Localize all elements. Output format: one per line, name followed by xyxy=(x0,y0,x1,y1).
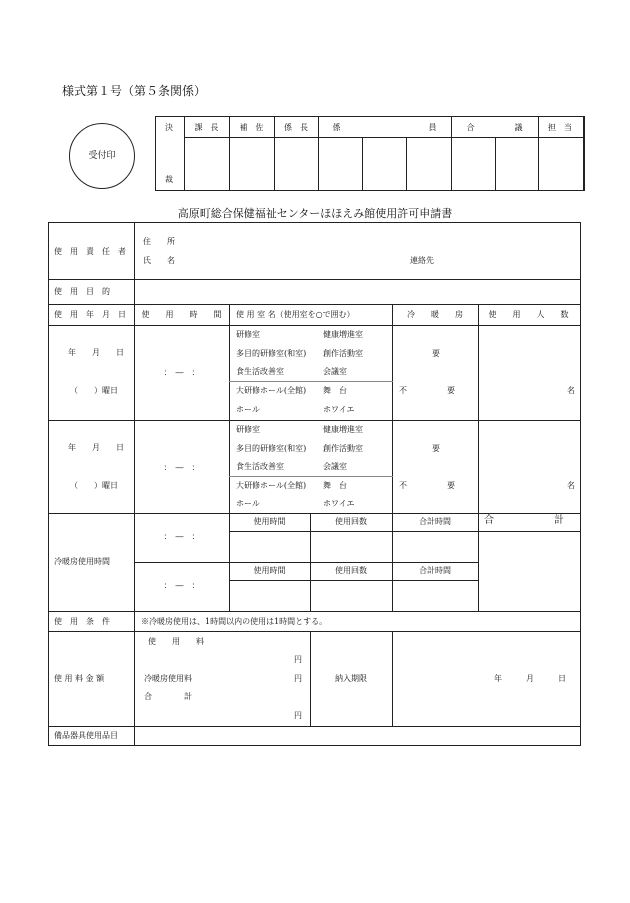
aircon-row2-header-total: 合計時間 xyxy=(419,566,451,575)
aircon-row1-time-range: ： ― ： xyxy=(163,532,200,541)
block1-weekday: （ ）曜日 xyxy=(70,386,118,395)
label-contact: 連絡先 xyxy=(410,256,434,265)
aircon-grand-total-label: 合 計 xyxy=(484,515,564,526)
block1-room-health[interactable]: 健康増進室 xyxy=(323,330,363,339)
block2-room-hall[interactable]: ホール xyxy=(236,499,260,508)
block1-room-hall[interactable]: ホール xyxy=(236,405,260,414)
fee-usage-yen: 円 xyxy=(294,655,302,664)
block1-aircon-not-needed[interactable]: 不 要 xyxy=(399,386,455,395)
block1-room-meeting[interactable]: 会議室 xyxy=(323,367,347,376)
approval-header-subsection-chief: 係 長 xyxy=(284,123,308,132)
reception-stamp-label: 受付印 xyxy=(88,151,116,161)
block1-room-diet[interactable]: 食生活改善室 xyxy=(236,367,284,376)
block2-room-stage[interactable]: 舞 台 xyxy=(323,481,347,490)
block1-aircon-needed[interactable]: 要 xyxy=(432,349,440,358)
approval-header-assistant: 補 佐 xyxy=(239,123,264,132)
block1-room-training[interactable]: 研修室 xyxy=(236,330,260,339)
label-time: 使 用 時 間 xyxy=(141,310,222,319)
block2-room-multipurpose[interactable]: 多目的研修室(和室) xyxy=(236,444,307,453)
label-name: 氏 名 xyxy=(143,256,175,265)
fee-deadline-label: 納入期限 xyxy=(335,674,367,683)
application-form xyxy=(48,222,581,746)
fee-aircon-label: 冷暖房使用料 xyxy=(144,674,192,683)
label-purpose: 使 用 目 的 xyxy=(54,287,110,296)
label-date: 使 用 年 月 日 xyxy=(54,310,126,319)
block2-weekday: （ ）曜日 xyxy=(70,481,118,490)
approval-header-section-chief: 課 長 xyxy=(194,123,219,132)
page-title: 高原町総合保健福祉センターほほえみ館使用許可申請書 xyxy=(177,207,453,220)
aircon-row1-header-time: 使用時間 xyxy=(253,517,286,526)
label-aircon: 冷 暖 房 xyxy=(407,310,463,319)
block2-room-creative[interactable]: 創作活動室 xyxy=(323,444,363,453)
approval-header-staff: 係 員 xyxy=(332,123,437,132)
label-room: 使 用 室 名（使用室を○で囲む） xyxy=(236,310,355,319)
aircon-row2-time-range: ： ― ： xyxy=(163,581,200,590)
label-conditions: 使 用 条 件 xyxy=(54,617,110,626)
block2-aircon-needed[interactable]: 要 xyxy=(432,444,440,453)
label-responsible: 使 用 責 任 者 xyxy=(54,247,126,256)
fee-aircon-yen: 円 xyxy=(294,674,302,683)
block2-room-diet[interactable]: 食生活改善室 xyxy=(236,462,284,471)
block2-room-health[interactable]: 健康増進室 xyxy=(323,425,363,434)
block2-room-training[interactable]: 研修室 xyxy=(236,425,260,434)
block2-time-range: ： ― ： xyxy=(163,463,200,472)
block2-people-unit: 名 xyxy=(567,481,575,490)
label-equipment: 備品器具使用品目 xyxy=(54,731,118,740)
block1-room-multipurpose[interactable]: 多目的研修室(和室) xyxy=(236,349,307,358)
aircon-row1-header-total: 合計時間 xyxy=(419,517,451,526)
block1-room-hall-all[interactable]: 大研修ホール(全館) xyxy=(236,386,307,395)
fee-total-yen: 円 xyxy=(294,711,302,720)
block1-room-stage[interactable]: 舞 台 xyxy=(323,386,347,395)
block2-aircon-not-needed[interactable]: 不 要 xyxy=(399,481,455,490)
block1-time-range: ： ― ： xyxy=(163,368,200,377)
block1-people-unit: 名 xyxy=(567,386,575,395)
fee-deadline-date: 年 月 日 xyxy=(494,674,566,683)
block1-date: 年 月 日 xyxy=(68,348,124,357)
block1-room-creative[interactable]: 創作活動室 xyxy=(323,349,363,358)
block2-date: 年 月 日 xyxy=(68,443,124,452)
approval-side-top: 決 xyxy=(165,123,173,132)
fee-total-label: 合 計 xyxy=(144,692,192,701)
form-number: 様式第１号（第５条関係） xyxy=(62,84,207,98)
label-address: 住 所 xyxy=(143,237,175,246)
block1-room-foyer[interactable]: ホワイエ xyxy=(323,405,355,414)
block2-room-meeting[interactable]: 会議室 xyxy=(323,462,347,471)
label-aircon-time: 冷暖房使用時間 xyxy=(54,557,110,566)
block2-room-foyer[interactable]: ホワイエ xyxy=(323,499,355,508)
block2-room-hall-all[interactable]: 大研修ホール(全館) xyxy=(236,481,307,490)
aircon-row2-header-count: 使用回数 xyxy=(335,566,367,575)
approval-header-consultation: 合 議 xyxy=(466,123,523,132)
label-people: 使 用 人 数 xyxy=(488,310,569,319)
fee-usage-label: 使 用 料 xyxy=(148,637,204,646)
aircon-row2-header-time: 使用時間 xyxy=(253,566,286,575)
label-fee: 使 用 料 金 額 xyxy=(54,674,105,683)
aircon-row1-header-count: 使用回数 xyxy=(335,517,367,526)
approval-side-bottom: 裁 xyxy=(165,175,173,184)
conditions-note: ※冷暖房使用は、1時間以内の使用は1時間とする。 xyxy=(141,617,328,626)
approval-header-in-charge: 担 当 xyxy=(548,123,572,132)
